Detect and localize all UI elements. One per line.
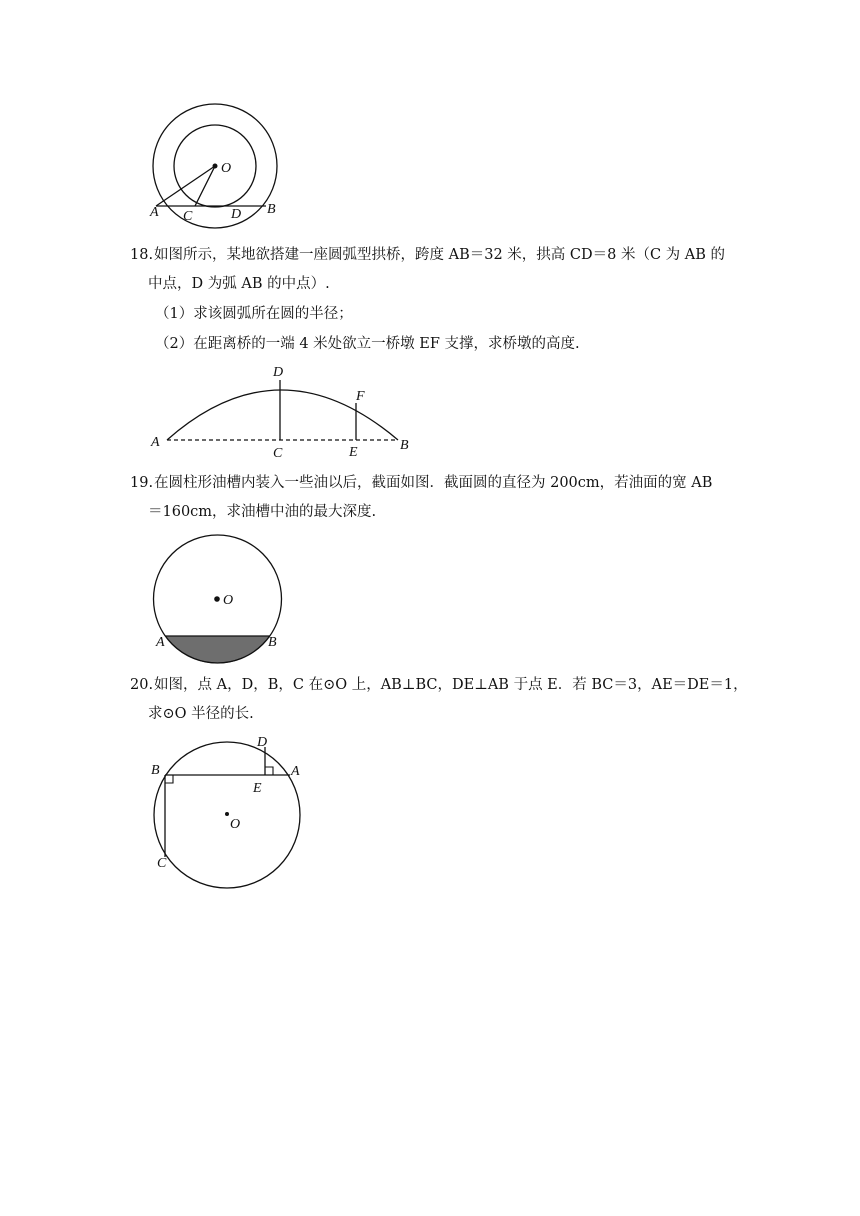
oil-segment — [165, 636, 269, 663]
label-b: B — [267, 202, 276, 217]
label-d: D — [257, 735, 268, 750]
circle-rectangle-figure — [145, 730, 315, 895]
q18-number: 18. — [130, 247, 154, 263]
concentric-circles-figure — [140, 90, 300, 230]
segment-oa — [156, 166, 215, 206]
label-b: B — [400, 438, 409, 453]
center-point — [213, 164, 218, 169]
q20-line1: 20.如图，点 A，D，B，C 在⊙O 上，AB⊥BC，DE⊥AB 于点 E．若 BC＝3，AE＝DE＝1， — [130, 677, 748, 693]
arch-bridge-figure — [145, 360, 425, 460]
label-c: C — [273, 446, 283, 460]
q18-part2: （2）在距离桥的一端 4 米处欲立一桥墩 EF 支撑，求桥墩的高度. — [155, 336, 580, 352]
center-point — [214, 596, 220, 602]
label-e: E — [253, 781, 262, 796]
label-a: A — [151, 435, 160, 450]
q18-line1: 18.如图所示，某地欲搭建一座圆弧型拱桥，跨度 AB＝32 米，拱高 CD＝8 米（C 为 AB 的 — [130, 247, 726, 263]
q19-line2: ＝160cm，求油槽中油的最大深度. — [148, 504, 377, 520]
label-b: B — [268, 635, 277, 650]
label-d: D — [231, 207, 242, 222]
label-o: O — [221, 161, 232, 176]
label-a: A — [156, 635, 165, 650]
label-e: E — [349, 445, 358, 460]
q18-line2: 中点，D 为弧 AB 的中点）. — [148, 276, 330, 292]
q19-number: 19. — [130, 475, 154, 491]
label-d: D — [273, 365, 284, 380]
label-o: O — [223, 593, 234, 608]
label-a: A — [150, 205, 159, 220]
label-o: O — [230, 817, 241, 832]
right-angle-e — [265, 767, 273, 775]
label-c: C — [183, 209, 193, 224]
q20-number: 20. — [130, 677, 154, 693]
label-f: F — [356, 389, 365, 404]
oil-tank-figure — [145, 530, 295, 670]
q18-part1: （1）求该圆弧所在圆的半径； — [155, 306, 353, 322]
center-point — [225, 812, 229, 816]
right-angle-b — [165, 775, 173, 783]
label-a: A — [291, 764, 300, 779]
q19-line1: 19.在圆柱形油槽内装入一些油以后，截面如图．截面圆的直径为 200cm，若油面的宽 AB — [130, 475, 713, 491]
q20-line2: 求⊙O 半径的长. — [148, 706, 254, 722]
label-b: B — [151, 763, 160, 778]
label-c: C — [157, 856, 167, 871]
